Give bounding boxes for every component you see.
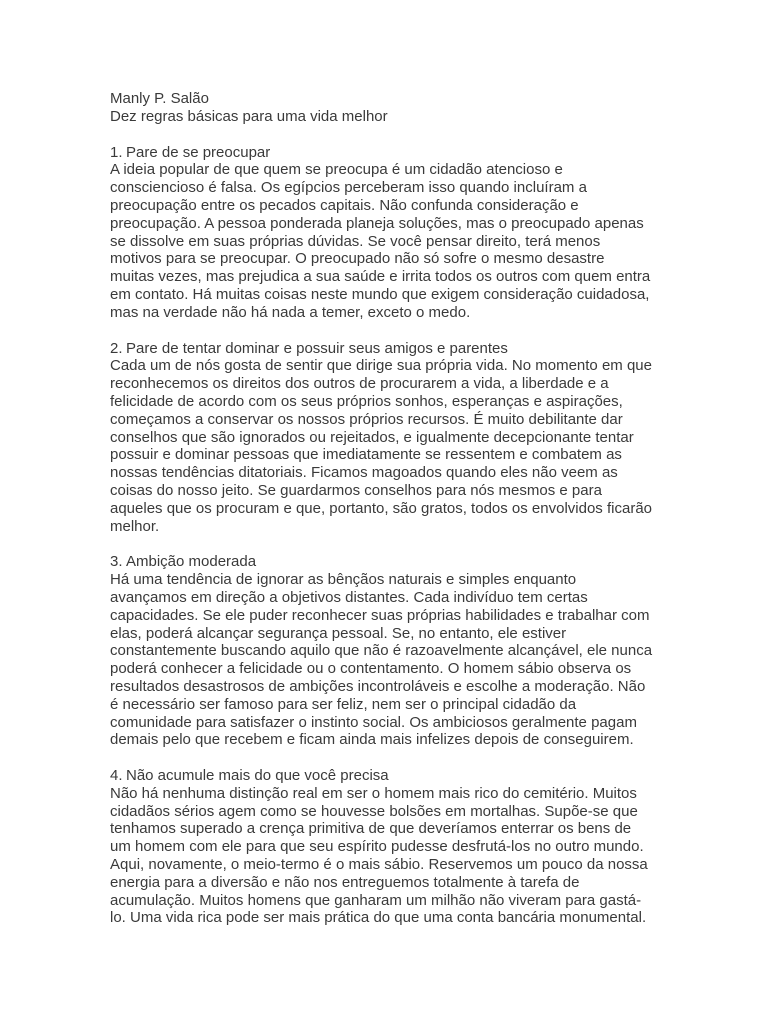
section-heading bbox=[110, 553, 662, 571]
section-title: Ambição moderada bbox=[126, 553, 257, 571]
section-title: Pare de tentar dominar e possuir seus amigos e parentes bbox=[126, 339, 508, 357]
section-heading bbox=[110, 144, 662, 162]
section-number: 4. bbox=[110, 767, 123, 785]
section-number: 2. bbox=[110, 339, 123, 357]
section-paragraph: Não há nenhuma distinção real em ser o homem mais rico do cemitério. Muitos cidadãos sérios agem como se houvesse bolsões em mortalhas. Supõe-se que tenhamos superado a crença primitiva de que deveríamos enterrar os bens de um homem com ele para que seu espírito pudesse desfrutá-los no outro mundo. Aqui, novamente, o meio-termo é o mais sábio. Reservemos um pouco da nossa energia para a diversão e não nos entreguemos totalmente à tarefa de acumulação. Muitos homens que ganharam um milhão não viveram para gastá- lo. Uma vida rica pode ser mais prática do que uma conta bancária monumental. bbox=[110, 784, 648, 927]
document-page bbox=[110, 90, 662, 927]
section-paragraph: Há uma tendência de ignorar as bênçãos naturais e simples enquanto avançamos em direção a objetivos distantes. Cada indivíduo tem certas capacidades. Se ele puder reconhecer suas próprias habilidades e trabalhar com elas, poderá alcançar segurança pessoal. Se, no entanto, ele estiver constantemente buscando aquilo que não é razoavelmente alcançável, ele nunca poderá conhecer a felicidade ou o contentamento. O homem sábio observa os resultados desastrosos de ambições incontroláveis e escolhe a moderação. Não é necessário ser famoso para ser feliz, nem ser o principal cidadão da comunidade para satisfazer o instinto social. Os ambiciosos geralmente pagam demais pelo que recebem e ficam ainda mais infelizes depois de conseguirem. bbox=[110, 571, 653, 749]
section-number: 1. bbox=[110, 143, 123, 161]
section-3 bbox=[110, 553, 662, 749]
section-1 bbox=[110, 144, 662, 322]
section-heading bbox=[110, 767, 662, 785]
section-title: Pare de se preocupar bbox=[126, 143, 271, 161]
author-name: Manly P. Salão bbox=[110, 90, 209, 107]
section-paragraph: Cada um de nós gosta de sentir que dirige sua própria vida. No momento em que reconhecemos os direitos dos outros de procurarem a vida, a liberdade e a felicidade de acordo com os seus próprios sonhos, esperanças e aspirações, começamos a conservar os nossos próprios recursos. É muito debilitante dar conselhos que são ignorados ou rejeitados, e igualmente decepcionante tentar possuir e dominar pessoas que imediatamente se ressentem e combatem as nossas tendências ditatoriais. Ficamos magoados quando eles não veem as coisas do nosso jeito. Se guardarmos conselhos para nós mesmos e para aqueles que os procuram e que, portanto, são gratos, todos os envolvidos ficarão melhor. bbox=[110, 357, 652, 535]
section-title: Não acumule mais do que você precisa bbox=[126, 767, 389, 785]
section-paragraph: A ideia popular de que quem se preocupa é um cidadão atencioso e consciencioso é falsa. Os egípcios perceberam isso quando incluíram a preocupação entre os pecados capitais. Não confunda consideração e preocupação. A pessoa ponderada planeja soluções, mas o preocupado apenas se dissolve em suas próprias dúvidas. Se você pensar direito, terá menos motivos para se preocupar. O preocupado não só sofre o mesmo desastre muitas vezes, mas prejudica a sua saúde e irrita todos os outros com quem entra em contato. Há muitas coisas neste mundo que exigem consideração cuidadosa, mas na verdade não há nada a temer, exceto o medo. bbox=[110, 161, 651, 321]
document-title: Dez regras básicas para uma vida melhor bbox=[110, 107, 388, 125]
section-heading bbox=[110, 340, 662, 358]
section-4 bbox=[110, 767, 662, 927]
section-number: 3. bbox=[110, 553, 123, 571]
section-2 bbox=[110, 340, 662, 536]
